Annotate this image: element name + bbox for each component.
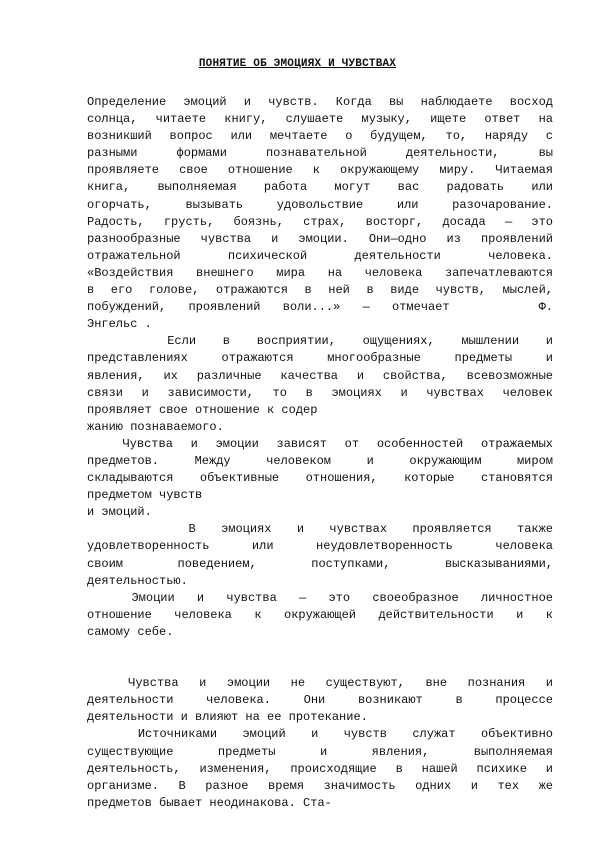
page-title: ПОНЯТИЕ ОБ ЭМОЦИЯХ И ЧУВСТВАХ xyxy=(198,58,397,70)
text-line: предметом чувств xyxy=(87,488,203,503)
text-line: предметов. Между человеком и окружающим миром xyxy=(87,453,553,468)
text-line: явления, их различные качества и свойства, всевозможные xyxy=(87,368,553,383)
body-text xyxy=(87,94,553,812)
text-line: отражательной психической деятельности человека. xyxy=(87,248,553,263)
text-line: солнца, читаете книгу, слушаете музыку, ищете ответ на xyxy=(87,112,553,127)
text-line: Энгельс . xyxy=(87,317,152,332)
text-line: предметов бывает неодинакова. Ста- xyxy=(87,795,332,810)
text-line: существующие предметы и явления, выполняемая xyxy=(87,744,553,759)
text-line: Чувства и эмоции зависят от особенностей отражаемых xyxy=(87,436,553,451)
text-line: побуждений, проявлений воли...» — отмечает Ф. xyxy=(87,300,553,315)
text-line: связи и зависимости, то в эмоциях и чувствах человек xyxy=(87,385,553,400)
text-line: жанию познаваемого. xyxy=(87,419,224,434)
text-line: Источниками эмоций и чувств служат объективно xyxy=(87,727,553,742)
text-line: разнообразные чувства и эмоции. Они—одно из проявлений xyxy=(87,231,553,246)
text-line: проявляет свое отношение к содер xyxy=(87,402,318,417)
text-line: Чувства и эмоции не существуют, вне познания и xyxy=(87,676,553,691)
text-line: книга, выполняемая работа могут вас радовать или xyxy=(87,180,553,195)
text-line: Определение эмоций и чувств. Когда вы наблюдаете восход xyxy=(87,95,553,109)
text-line: организме. В разное время значимость одних и тех же xyxy=(87,778,553,793)
text-line: проявляете свое отношение к окружающему миру. Читаемая xyxy=(87,163,553,178)
text-line: деятельностью. xyxy=(87,573,188,588)
text-line: и эмоций. xyxy=(87,505,152,520)
text-line: деятельность, изменения, происходящие в нашей психике и xyxy=(87,761,553,776)
text-line: Эмоции и чувства — это своеобразное личностное xyxy=(87,590,553,605)
text-line: своим поведением, поступками, высказываниями, xyxy=(87,556,553,571)
text-line: в его голове, отражаются в ней в виде чувств, мыслей, xyxy=(87,283,553,298)
text-line: представлениях отражаются многообразные предметы и xyxy=(87,351,553,366)
text-line: Радость, грусть, боязнь, страх, восторг, досада — это xyxy=(87,214,553,229)
text-line: удовлетворенность или неудовлетворенность человека xyxy=(87,539,553,554)
text-line: огорчать, вызывать удовольствие или разочарование. xyxy=(87,197,553,212)
text-line: деятельности человека. Они возникают в процессе xyxy=(87,693,553,708)
text-line xyxy=(87,641,553,658)
text-line: Если в восприятии, ощущениях, мышлении и xyxy=(87,334,553,349)
text-line: В эмоциях и чувствах проявляется также xyxy=(87,522,553,537)
text-line: самому себе. xyxy=(87,624,174,639)
text-line: возникший вопрос или мечтаете о будущем, то, наряду с xyxy=(87,129,553,144)
text-line: деятельности и влияют на ее протекание. xyxy=(87,710,368,725)
text-line: отношение человека к окружающей действительности и к xyxy=(87,607,553,622)
text-line: разными формами познавательной деятельности, вы xyxy=(87,146,553,161)
text-line: складываются объективные отношения, которые становятся xyxy=(87,471,553,486)
text-line xyxy=(87,658,553,675)
text-line: «Воздействия внешнего мира на человека запечатлеваются xyxy=(87,265,553,280)
